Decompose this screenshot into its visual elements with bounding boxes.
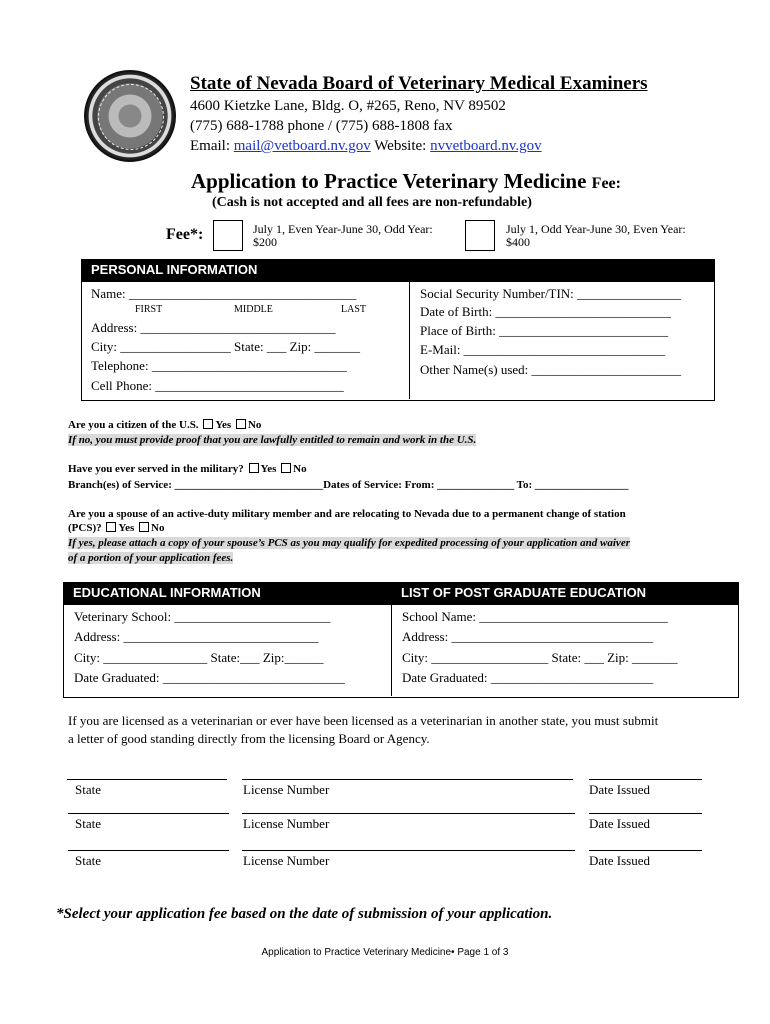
application-title [191,169,621,194]
board-title: State of Nevada Board of Veterinary Medical Examiners [190,73,648,94]
postgrad-address-field[interactable]: Address: _______________________________ [402,629,653,644]
spouse-note-line2: of a portion of your application fees. [68,552,234,564]
license-row3-number-label: License Number [243,853,330,868]
name-first-label: FIRST [135,304,163,315]
website-label: Website: [374,138,427,154]
fee-label: Fee*: [166,226,204,243]
military-yes-label: Yes [260,463,277,475]
address-field[interactable]: Address: ______________________________ [91,320,336,335]
license-row1-state-label: State [75,782,101,797]
fee-option-400-amount: $400 [506,235,530,249]
name-middle-label: MIDDLE [234,304,273,315]
email-field[interactable]: E-Mail: _______________________________ [420,342,666,357]
licensing-intro-line1: If you are licensed as a veterinarian or ever have been licensed as a veterinarian in another state, you must submit [68,713,659,728]
postgrad-school-field[interactable]: School Name: _____________________________ [402,609,668,624]
fee-option-400-checkbox[interactable] [465,220,495,251]
education-divider [391,604,392,696]
license-row3-date-label: Date Issued [589,853,651,868]
license-row3-state-line[interactable] [68,850,229,851]
spouse-question-pcs: (PCS)? [68,522,102,534]
personal-divider [409,281,410,399]
board-phone: (775) 688-1788 phone / (775) 688-1808 fax [190,118,453,134]
vet-school-field[interactable]: Veterinary School: ________________________ [74,609,331,624]
cell-phone-field[interactable]: Cell Phone: _____________________________ [91,378,344,393]
citizen-question-text: Are you a citizen of the U.S. [68,419,199,431]
other-names-field[interactable]: Other Name(s) used: _______________________ [420,362,682,377]
postgrad-graduated-field[interactable]: Date Graduated: _________________________ [402,670,654,685]
license-row1-state-line[interactable] [67,779,227,780]
vet-school-city-field[interactable]: City: ________________ State:___ Zip:______ [74,650,324,665]
fee-option-200-amount: $200 [253,235,277,249]
fee-suffix: Fee: [591,175,621,192]
postgrad-city-field[interactable]: City: __________________ State: ___ Zip: _______ [402,650,678,665]
application-title-text: Application to Practice Veterinary Medicine [191,169,587,193]
license-row1-date-line[interactable] [589,779,702,780]
telephone-field[interactable]: Telephone: ______________________________ [91,358,347,373]
license-row3-state-label: State [75,853,101,868]
name-field[interactable]: Name: ___________________________________ [91,286,357,301]
postgrad-header: LIST OF POST GRADUATE EDUCATION [391,582,739,604]
website-link[interactable]: nvvetboard.nv.gov [430,138,542,154]
license-row2-date-line[interactable] [589,813,702,814]
dob-field[interactable]: Date of Birth: ___________________________ [420,304,671,319]
citizen-note: If no, you must provide proof that you are lawfully entitled to remain and work in the U.S. [68,434,477,446]
license-row3-date-line[interactable] [589,850,702,851]
military-no-label: No [293,463,307,475]
city-state-zip-field[interactable]: City: _________________ State: ___ Zip: _______ [91,339,361,354]
cash-note: (Cash is not accepted and all fees are non-refundable) [212,195,532,210]
nevada-state-seal [84,70,176,162]
pob-field[interactable]: Place of Birth: __________________________ [420,323,669,338]
board-address: 4600 Kietzke Lane, Bldg. O, #265, Reno, NV 89502 [190,98,506,114]
citizen-no-checkbox[interactable] [236,419,246,429]
license-row1-date-label: Date Issued [589,782,651,797]
citizen-question [68,419,261,431]
license-row2-number-line[interactable] [242,813,575,814]
board-contact [190,138,542,155]
spouse-yes-label: Yes [118,522,135,534]
fee-option-400-dates: July 1, Odd Year-June 30, Even Year: [506,222,686,236]
vet-school-address-field[interactable]: Address: ______________________________ [74,629,319,644]
license-row1-number-label: License Number [243,782,330,797]
fee-option-400-text [506,223,686,249]
name-last-label: LAST [341,304,366,315]
license-row3-number-line[interactable] [242,850,575,851]
military-no-checkbox[interactable] [281,463,291,473]
fee-selection-note: *Select your application fee based on the date of submission of your application. [56,906,553,922]
license-row2-number-label: License Number [243,816,330,831]
email-link[interactable]: mail@vetboard.nv.gov [233,138,371,154]
email-label: Email: [190,138,230,154]
citizen-yes-checkbox[interactable] [203,419,213,429]
branch-of-service-field[interactable]: Branch(es) of Service: ___________________________Dates of Service: From: ______________ To: _________________ [68,479,629,491]
spouse-note-line1: If yes, please attach a copy of your spouse’s PCS as you may qualify for expedited processing of your application and waiver [68,537,630,549]
citizen-yes-label: Yes [215,419,232,431]
fee-option-200-checkbox[interactable] [213,220,243,251]
fee-option-200-dates: July 1, Even Year-June 30, Odd Year: [253,222,433,236]
military-question-text: Have you ever served in the military? [68,463,244,475]
military-yes-checkbox[interactable] [249,463,259,473]
spouse-yes-checkbox[interactable] [106,522,116,532]
license-row2-state-label: State [75,816,101,831]
spouse-question-line1: Are you a spouse of an active-duty military member and are relocating to Nevada due to a permanent change of station [68,508,626,520]
personal-info-header: PERSONAL INFORMATION [81,259,715,281]
vet-school-graduated-field[interactable]: Date Graduated: ____________________________ [74,670,345,685]
spouse-question-line2 [68,522,164,534]
license-row2-state-line[interactable] [68,813,229,814]
ssn-field[interactable]: Social Security Number/TIN: ________________ [420,286,682,301]
licensing-intro-line2: a letter of good standing directly from the licensing Board or Agency. [68,731,430,746]
citizen-no-label: No [247,419,262,431]
spouse-no-checkbox[interactable] [139,522,149,532]
license-row2-date-label: Date Issued [589,816,651,831]
education-header: EDUCATIONAL INFORMATION [63,582,391,604]
page-footer: Application to Practice Veterinary Medicine• Page 1 of 3 [261,947,509,958]
license-row1-number-line[interactable] [242,779,573,780]
fee-option-200-text [253,223,433,249]
military-question [68,463,307,475]
spouse-no-label: No [151,522,165,534]
